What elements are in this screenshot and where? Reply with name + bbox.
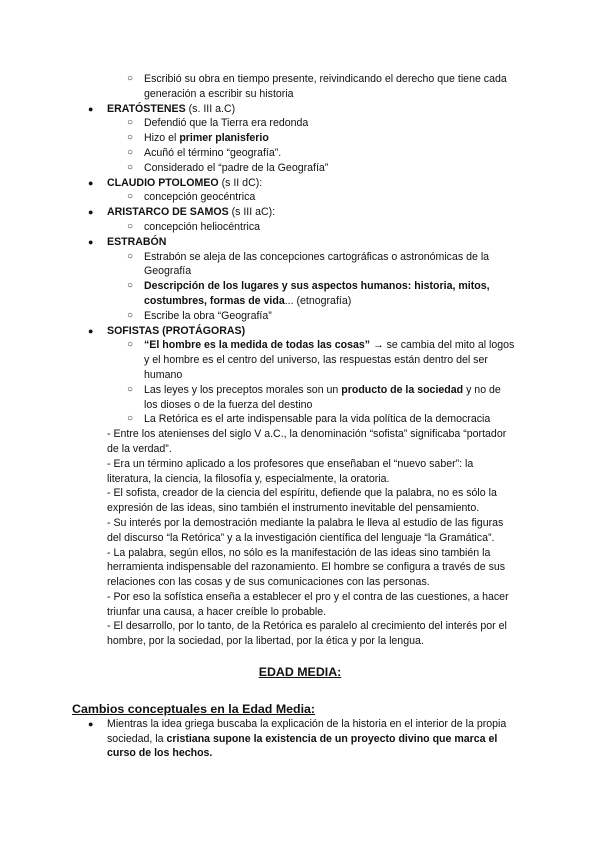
sub-item-text: → se cambia del mito al logos y el hombre es el centro del universo, las respuestas están dentro del ser humano [144, 339, 515, 381]
circle-bullet-icon: ○ [127, 413, 134, 425]
circle-bullet-icon: ○ [127, 117, 134, 129]
circle-bullet-icon: ○ [127, 191, 134, 203]
sub-item [0, 412, 600, 427]
circle-bullet-icon: ○ [127, 132, 134, 144]
sub-item [0, 116, 600, 131]
list-item [0, 717, 600, 761]
sub-item-text: Escribe la obra “Geografía” [144, 309, 272, 322]
item-name: ESTRABÓN [107, 235, 167, 248]
sub-item [0, 383, 600, 413]
sub-item-text: concepción geocéntrica [144, 191, 256, 204]
circle-bullet-icon: ○ [127, 73, 134, 84]
sub-item [0, 146, 600, 161]
bullet-icon: ● [88, 207, 94, 218]
circle-bullet-icon: ○ [127, 146, 134, 158]
sub-item-text: La Retórica es el arte indispensable para la vida política de la democracia [144, 413, 491, 426]
list-item-text: Mientras la idea griega buscaba la explicación de la historia en el interior de la propia sociedad, la [107, 717, 507, 745]
paragraph: - El sofista, creador de la ciencia del espíritu, defiende que la palabra, no es sólo la expresión de las ideas, sino también el instrumento inevitable del pensamiento. [107, 487, 497, 515]
sub-item [0, 338, 600, 382]
item-name: CLAUDIO PTOLOMEO [107, 176, 219, 189]
sub-item-bold: Descripción de los lugares y sus aspectos humanos: historia, mitos, costumbres, formas de vida [144, 280, 490, 307]
item-name: ERATÓSTENES [107, 102, 186, 115]
item-name: ARISTARCO DE SAMOS [107, 206, 229, 219]
sub-item [0, 190, 600, 205]
bullet-icon: ● [88, 177, 94, 188]
sub-item-bold: producto de la sociedad [341, 383, 464, 396]
sub-item-bold: “El hombre es la medida de todas las cosas” [144, 339, 371, 352]
item-date: (s III aC): [228, 206, 276, 219]
paragraph: - Era un término aplicado a los profesores que enseñaban el “nuevo saber”: la literatura, la ciencia, la filosofía y, especialmente, la oratoria. [107, 457, 474, 485]
list-item-eratostenes [0, 102, 600, 117]
circle-bullet-icon: ○ [127, 309, 134, 321]
sub-item-text: Las leyes y los preceptos morales son un [144, 383, 342, 396]
item-date: (s II dC): [218, 176, 263, 189]
paragraph: - Por eso la sofística enseña a establecer el pro y el contra de las cuestiones, a hacer triunfar una causa, a hacer creíble lo probable. [107, 590, 509, 618]
sub-item [0, 250, 600, 280]
sub-item-text: Estrabón se aleja de las concepciones cartográficas o astronómicas de la Geografía [144, 250, 490, 278]
sub-item [0, 131, 600, 146]
paragraph: - La palabra, según ellos, no sólo es la manifestación de las ideas sino también la herramienta indispensable del razonamiento. El hombre se configura a través de sus relaciones con las cosas y de sus comunicaciones con las personas. [107, 546, 506, 589]
paragraph: - Su interés por la demostración mediante la palabra le lleva al estudio de las figuras del discurso “la Retórica” y a la investigación científica del lenguaje “la Gramática”. [107, 516, 504, 544]
sub-item [0, 161, 600, 176]
subsection-heading: Cambios conceptuales en la Edad Media: [72, 701, 316, 716]
sub-item-text: Acuñó el término “geografía”. [144, 146, 282, 159]
bullet-icon: ● [88, 103, 94, 114]
circle-bullet-icon: ○ [127, 250, 134, 262]
paragraph: - El desarrollo, por lo tanto, de la Retórica es paralelo al crecimiento del interés por el hombre, por la sociedad, por la libertad, por la ética y por la lengua. [107, 620, 507, 648]
sub-item-text: concepción heliocéntrica [144, 220, 261, 233]
sub-item-text: Defendió que la Tierra era redonda [144, 117, 309, 130]
circle-bullet-icon: ○ [127, 220, 134, 232]
sub-item-text: Escribió su obra en tiempo presente, reivindicando el derecho que tiene cada generación a escribir su historia [144, 73, 507, 100]
sub-item-text: y no de los dioses o de la fuerza del destino [144, 383, 501, 411]
list-item-ptolomeo [0, 176, 600, 191]
list-item-sofistas [0, 324, 600, 339]
bullet-icon: ● [88, 325, 94, 336]
bullet-icon: ● [88, 718, 94, 729]
sub-item [0, 220, 600, 235]
sub-item [0, 279, 600, 309]
section-heading: EDAD MEDIA: [258, 665, 342, 680]
circle-bullet-icon: ○ [127, 383, 134, 395]
sub-item-text: Hizo el [144, 132, 180, 145]
circle-bullet-icon: ○ [127, 280, 134, 292]
item-name: SOFISTAS (PROTÁGORAS) [107, 324, 246, 337]
circle-bullet-icon: ○ [127, 339, 134, 351]
sub-item-text: ... (etnografía) [284, 294, 352, 307]
sub-item-text: Considerado el “padre de la Geografía” [144, 161, 329, 174]
sub-item [0, 72, 600, 102]
sub-item [0, 309, 600, 324]
paragraph: - Entre los atenienses del siglo V a.C., la denominación “sofista” significaba “portador de la verdad”. [107, 428, 507, 455]
list-item-estrabon [0, 235, 600, 250]
item-date: (s. III a.C) [185, 102, 236, 115]
bullet-icon: ● [88, 236, 94, 247]
circle-bullet-icon: ○ [127, 161, 134, 173]
list-item-aristarco [0, 205, 600, 220]
sub-item-bold: primer planisferio [179, 132, 269, 145]
list-item-bold: cristiana supone la existencia de un proyecto divino que marca el curso de los hechos. [107, 732, 498, 760]
